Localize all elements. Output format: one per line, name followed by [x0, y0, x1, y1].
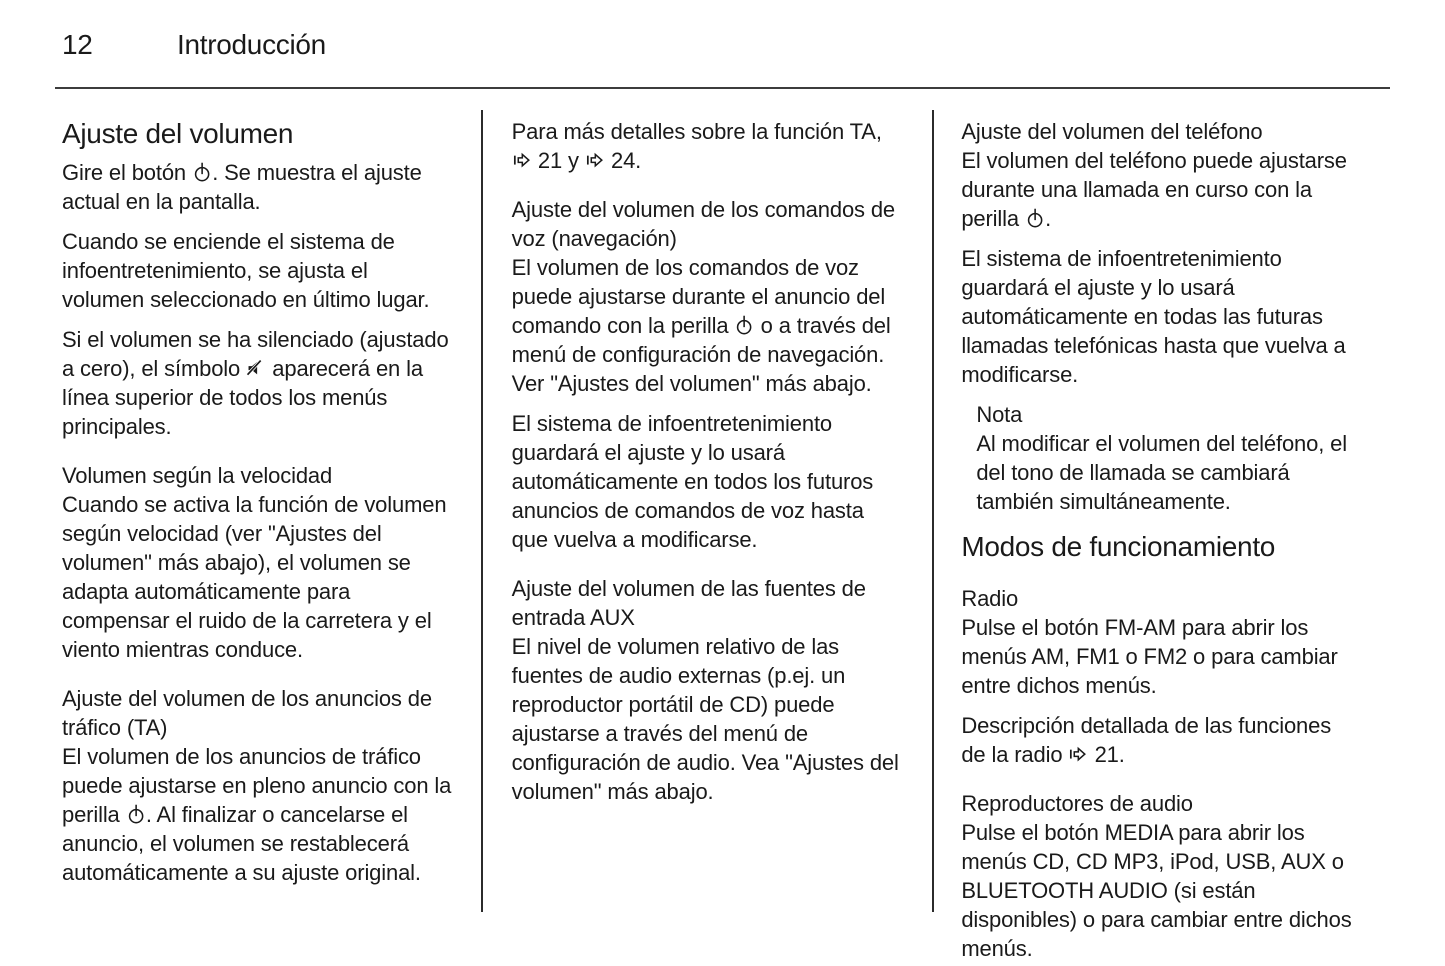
paragraph-voice-volume-2: El sistema de infoentretenimiento guardará el ajuste y lo usará automáticamente en todos los futuros anuncios de comandos de voz hasta que vuelva a modificarse. [511, 411, 874, 552]
paragraph-turn-knob: Gire el botón . Se muestra el ajuste actual en la pantalla. [62, 160, 422, 214]
sub-heading-radio: Radio [961, 586, 1019, 611]
page-number: 12 [62, 29, 93, 60]
paragraph-speed-volume: Cuando se activa la función de volumen según velocidad (ver "Ajustes del volumen" más abajo), el volumen se adapta automáticamente para compensar el ruido de la carretera y el viento mientras conduce. [62, 492, 447, 662]
sub-heading-speed-volume: Volumen según la velocidad [62, 463, 333, 488]
section-heading-operation-modes: Modos de funcionamiento [961, 531, 1276, 562]
paragraph-aux-volume: El nivel de volumen relativo de las fuentes de audio externas (p.ej. un reproductor portátil de CD) puede ajustarse a través del menú de configuración de audio. Vea "Ajustes del volumen" más abajo. [511, 634, 899, 804]
chapter-title: Introducción [177, 29, 326, 60]
sub-heading-audio-players: Reproductores de audio [961, 791, 1193, 816]
power-knob-icon [1025, 208, 1045, 228]
column-1 [62, 117, 456, 966]
sub-heading-aux-volume: Ajuste del volumen de las fuentes de entrada AUX [511, 576, 866, 630]
power-knob-icon [734, 315, 754, 335]
note-text: Al modificar el volumen del teléfono, el del tono de llamada se cambiará también simultáneamente. [976, 431, 1347, 514]
paragraph-ta-references: Para más detalles sobre la función TA, 21 y 24. [511, 119, 882, 173]
power-knob-icon [192, 162, 212, 182]
sub-heading-voice-volume: Ajuste del volumen de los comandos de voz (navegación) [511, 197, 896, 251]
see-page-arrow-icon [1068, 744, 1088, 764]
sub-heading-traffic-volume: Ajuste del volumen de los anuncios de tráfico (TA) [62, 686, 432, 740]
header-rule [55, 87, 1390, 89]
section-heading-volume: Ajuste del volumen [62, 118, 294, 149]
content-columns [62, 117, 1355, 966]
paragraph-radio-1: Pulse el botón FM-AM para abrir los menús AM, FM1 o FM2 o para cambiar entre dichos menús. [961, 615, 1338, 698]
column-2 [512, 117, 906, 966]
paragraph-power-on: Cuando se enciende el sistema de infoentretenimiento, se ajusta el volumen seleccionado en último lugar. [62, 229, 430, 312]
see-page-arrow-icon [512, 150, 532, 170]
paragraph-mute-symbol: Si el volumen se ha silenciado (ajustado a cero), el símbolo aparecerá en la línea superior de todos los menús principales. [62, 327, 449, 439]
paragraph-audio-players: Pulse el botón MEDIA para abrir los menús CD, CD MP3, iPod, USB, AUX o BLUETOOTH AUDIO (si están disponibles) o para cambiar entre dichos menús. [961, 820, 1352, 961]
column-3 [961, 117, 1355, 966]
paragraph-radio-2: Descripción detallada de las funciones de la radio 21. [961, 713, 1332, 767]
paragraph-voice-volume-1: El volumen de los comandos de voz puede ajustarse durante el anuncio del comando con la perilla o a través del menú de configuración de navegación. Ver "Ajustes del volumen" más abajo. [511, 255, 891, 396]
note-block [976, 400, 1355, 516]
page-header [62, 28, 326, 62]
mute-icon [246, 358, 266, 378]
see-page-arrow-icon [585, 150, 605, 170]
note-label: Nota [976, 402, 1023, 427]
paragraph-traffic-volume: El volumen de los anuncios de tráfico puede ajustarse en pleno anuncio con la perilla . Al finalizar o cancelarse el anuncio, el volumen se restablecerá automáticamente a su ajuste original. [62, 744, 452, 885]
sub-heading-phone-volume: Ajuste del volumen del teléfono [961, 119, 1263, 144]
paragraph-phone-volume-1: El volumen del teléfono puede ajustarse durante una llamada en curso con la perilla . [961, 148, 1347, 231]
paragraph-phone-volume-2: El sistema de infoentretenimiento guardará el ajuste y lo usará automáticamente en todas las futuras llamadas telefónicas hasta que vuelva a modificarse. [961, 246, 1346, 387]
power-knob-icon [126, 804, 146, 824]
